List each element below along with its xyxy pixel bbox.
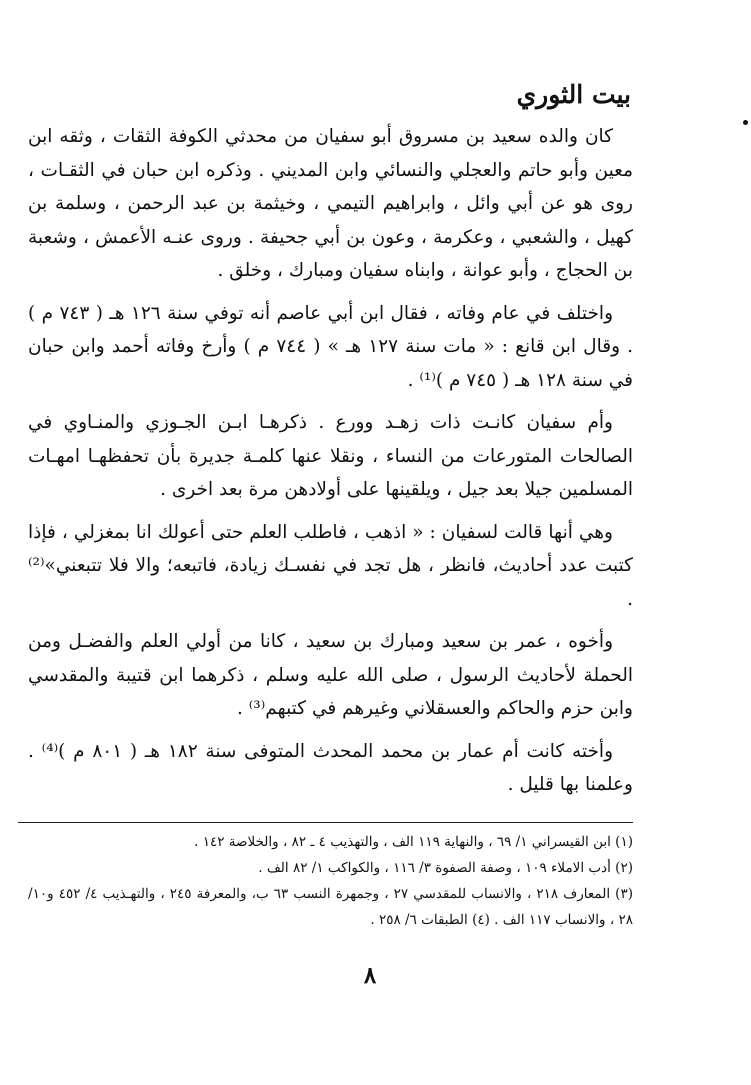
page-edge-mark <box>743 120 748 125</box>
paragraph: واختلف في عام وفاته ، فقال ابن أبي عاصم أنه توفي سنة ١٢٦ هـ ( ٧٤٣ م ) . وقال ابن قانع : « مات سنة ١٢٧ هـ » ( ٧٤٤ م ) وأرخ وفاته أحمد وابن حبان في سنة ١٢٨ هـ ( ٧٤٥ م )⁽¹⁾ . <box>28 302 634 391</box>
footnote-list <box>28 829 633 933</box>
paragraph: كان والده سعيد بن مسروق أبو سفيان من محدثي الكوفة الثقات ، وثقه ابن معين وأبو حاتم والعجلي والنسائي وابن المديني . وذكره ابن حبان في الثقـات ، روى هو عن أبي وائل ، وابراهيم التيمي ، وخيثمة بن عبد الرحمن ، وسلمة بن كهيل ، والشعبي ، وعكرمة ، وعون بن أبي جحيفة . وروى عنـه الأعمش ، وشعبة بن الحجاج ، وأبو عوانة ، وابناه سفيان ومبارك ، وخلق . <box>28 126 633 281</box>
page-number: ٨ <box>363 962 377 989</box>
footnote: (٢) أدب الاملاء ١٠٩ ، وصفة الصفوة ٣/ ١١٦ ، والكواكب ١/ ٨٢ الف . <box>258 860 633 876</box>
footnote: (٣) المعارف ٢١٨ ، والانساب للمقدسي ٢٧ ، وجمهرة النسب ٦٣ ب، والمعرفة ٢٤٥ ، والتهـذيب ٤/ ٤٥٢ و١٠/ ٢٨ ، والانساب ١١٧ الف . (٤) الطبقات ٦/ ٢٥٨ . <box>28 886 633 928</box>
running-heading: بيت الثوري <box>516 80 631 109</box>
paragraph: وأم سفيان كانـت ذات زهـد وورع . ذكرهـا ابـن الجـوزي والمنـاوي في الصالحات المتورعات من النساء ، ونقلا عنها كلمـة جديرة بأن تحفظهـا امهـات المسلمين جيلا بعد جيل ، ويلقينها على أولادهن مرة بعد اخرى . <box>28 412 633 500</box>
paragraph: وأخته كانت أم عمار بن محمد المحدث المتوفى سنة ١٨٢ هـ ( ٨٠١ م )⁽⁴⁾ . وعلمنا بها قليل . <box>28 740 633 795</box>
main-text <box>28 120 633 811</box>
footnotes-section <box>28 822 633 933</box>
paragraph: وهي أنها قالت لسفيان : « اذهب ، فاطلب العلم حتى أعولك انا بمغزلي ، فإذا كتبت عدد أحاديث، فانظر ، هل تجد في نفسـك زيادة، فاتبعه؛ والا فلا تتبعني»⁽²⁾ . <box>28 521 633 610</box>
footnote: (١) ابن القيسراني ١/ ٦٩ ، والنهاية ١١٩ الف ، والتهذيب ٤ ـ ٨٢ ، والخلاصة ١٤٢ . <box>194 834 633 850</box>
footnote-divider <box>18 822 633 823</box>
paragraph: وأخوه ، عمر بن سعيد ومبارك بن سعيد ، كانا من أولي العلم والفضـل ومن الحملة لأحاديث الرسول ، صلى الله عليه وسلم ، ذكرهما ابن قتيبة والمقدسي وابن حزم والحاكم والعسقلاني وغيرهم في كتبهم⁽³⁾ . <box>28 631 633 719</box>
